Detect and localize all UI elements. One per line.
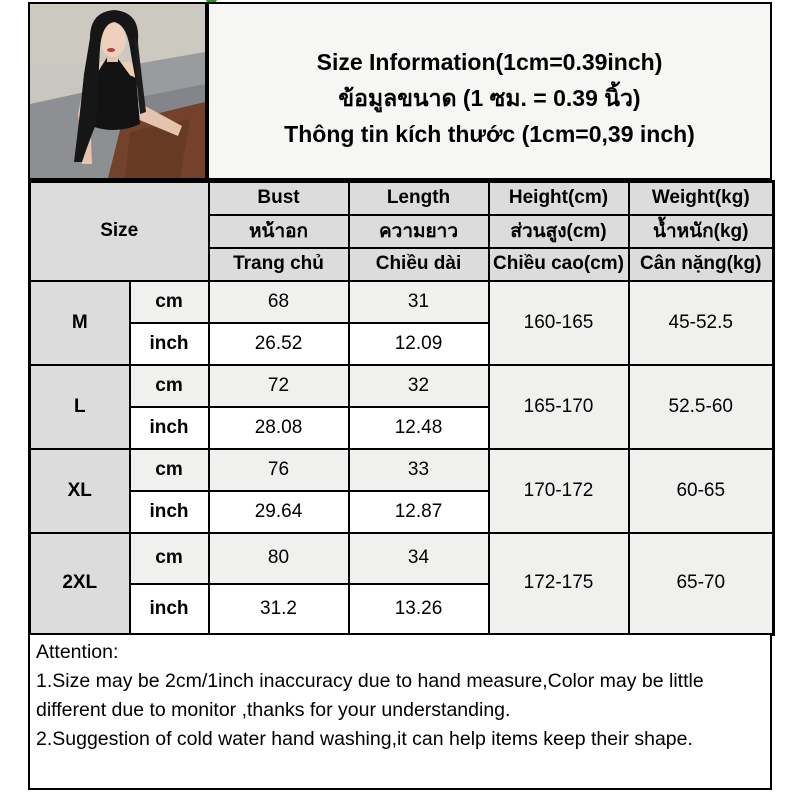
col-height-vi: Chiều cao(cm): [489, 248, 629, 281]
col-height-th: ส่วนสูง(cm): [489, 215, 629, 248]
col-weight-en: Weight(kg): [629, 182, 774, 215]
col-length-en: Length: [349, 182, 489, 215]
attention-title: Attention:: [36, 641, 119, 663]
size-label-m: M: [30, 281, 130, 365]
l-bust-cm: 72: [209, 365, 349, 407]
size-header-cell: Size: [30, 182, 209, 281]
l-length-cm: 32: [349, 365, 489, 407]
row-l-cm: [30, 365, 774, 407]
2xl-bust-inch: 31.2: [209, 584, 349, 635]
size-label-l: L: [30, 365, 130, 449]
col-weight-th: น้ำหนัก(kg): [629, 215, 774, 248]
m-weight: 45-52.5: [629, 281, 774, 365]
col-length-vi: Chiều dài: [349, 248, 489, 281]
col-weight-vi: Cân nặng(kg): [629, 248, 774, 281]
model-photo: [28, 2, 207, 180]
size-table: [28, 180, 775, 636]
title-english: Size Information(1cm=0.39inch): [316, 48, 663, 75]
col-bust-en: Bust: [209, 182, 349, 215]
unit-inch: inch: [130, 407, 209, 449]
l-height: 165-170: [489, 365, 629, 449]
col-length-th: ความยาว: [349, 215, 489, 248]
xl-length-inch: 12.87: [349, 491, 489, 533]
attention-line-1: 1.Size may be 2cm/1inch inaccuracy due to hand measure,Color may be little different due to monitor ,thanks for your understanding.: [36, 670, 704, 721]
2xl-bust-cm: 80: [209, 533, 349, 584]
col-height-en: Height(cm): [489, 182, 629, 215]
row-xl-cm: [30, 449, 774, 491]
xl-bust-cm: 76: [209, 449, 349, 491]
xl-weight: 60-65: [629, 449, 774, 533]
col-bust-th: หน้าอก: [209, 215, 349, 248]
title-thai: ข้อมูลขนาด (1 ซม. = 0.39 นิ้ว): [338, 84, 641, 111]
m-length-cm: 31: [349, 281, 489, 323]
attention-line-2: 2.Suggestion of cold water hand washing,it can help items keep their shape.: [36, 728, 693, 750]
size-info-header: [207, 2, 772, 180]
model-photo-illustration: [30, 4, 205, 178]
m-bust-inch: 26.52: [209, 323, 349, 365]
unit-cm: cm: [130, 449, 209, 491]
xl-height: 170-172: [489, 449, 629, 533]
2xl-weight: 65-70: [629, 533, 774, 635]
unit-cm: cm: [130, 533, 209, 584]
size-label-2xl: 2XL: [30, 533, 130, 635]
unit-cm: cm: [130, 365, 209, 407]
xl-length-cm: 33: [349, 449, 489, 491]
header-row-english: [30, 182, 774, 215]
row-2xl-cm: [30, 533, 774, 584]
col-bust-vi: Trang chủ: [209, 248, 349, 281]
l-weight: 52.5-60: [629, 365, 774, 449]
attention-note: [28, 633, 772, 790]
2xl-height: 172-175: [489, 533, 629, 635]
2xl-length-cm: 34: [349, 533, 489, 584]
l-length-inch: 12.48: [349, 407, 489, 449]
size-label-xl: XL: [30, 449, 130, 533]
m-length-inch: 12.09: [349, 323, 489, 365]
xl-bust-inch: 29.64: [209, 491, 349, 533]
unit-cm: cm: [130, 281, 209, 323]
m-height: 160-165: [489, 281, 629, 365]
row-m-cm: [30, 281, 774, 323]
l-bust-inch: 28.08: [209, 407, 349, 449]
unit-inch: inch: [130, 323, 209, 365]
2xl-length-inch: 13.26: [349, 584, 489, 635]
title-vietnamese: Thông tin kích thước (1cm=0,39 inch): [284, 120, 695, 147]
m-bust-cm: 68: [209, 281, 349, 323]
unit-inch: inch: [130, 584, 209, 635]
unit-inch: inch: [130, 491, 209, 533]
